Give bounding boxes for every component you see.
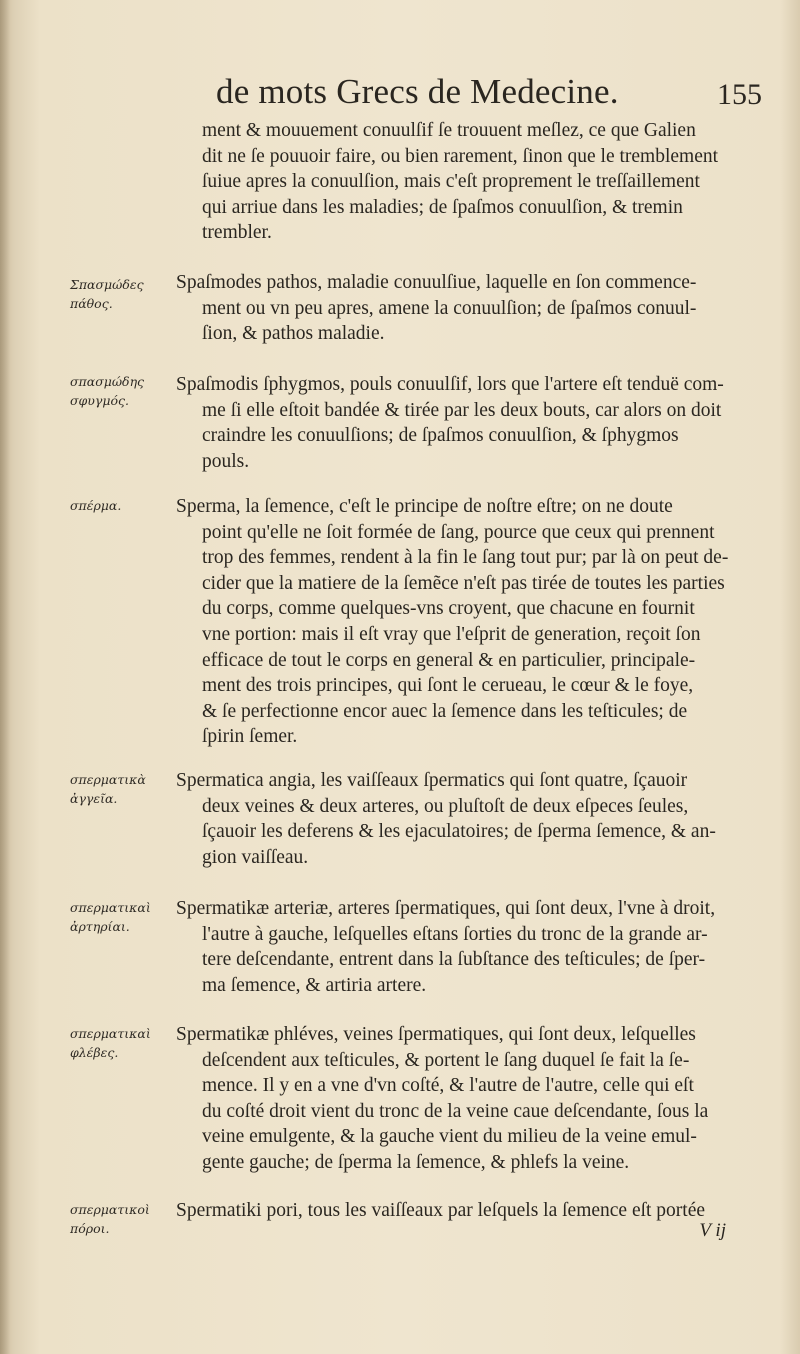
text-line: du corps, comme quelques-vns croyent, que chacune en fournit (202, 598, 695, 620)
text-line: Spermatiki pori, tous les vaiſſeaux par leſquels la ſemence eſt portée (176, 1200, 706, 1221)
page-number: 155 (717, 78, 762, 111)
text-line: l'autre à gauche, leſquelles eſtans ſorties du tronc de la grande ar- (202, 923, 708, 945)
entry-text (176, 494, 756, 750)
text-line: tere deſcendante, entrent dans la ſubſtance des teſticules; de ſper- (202, 949, 706, 971)
text-line: Sperma, la ſemence, c'eſt le principe de noſtre eſtre; on ne doute (176, 496, 673, 517)
greek-term: Σπασμώδες πάθος. (70, 277, 144, 311)
entry-text (176, 270, 756, 347)
text-line: dit ne ſe pouuoir faire, ou bien rarement, ſinon que le tremblement (202, 145, 719, 167)
gutter-shadow (0, 0, 10, 1354)
greek-term: σπερματικαὶ φλέβες. (70, 1026, 151, 1060)
greek-term: σπασμώδης σφυγμός. (70, 374, 145, 408)
text-line: ſion, & pathos maladie. (202, 323, 385, 345)
text-line: ma ſemence, & artiria artere. (202, 974, 427, 996)
text-line: ſpirin ſemer. (202, 726, 298, 748)
text-line: mence. Il y en a vne d'vn coſté, & l'autre de l'autre, celle qui eſt (202, 1075, 694, 1097)
text-line: & ſe perfectionne encor auec la ſemence dans les teſticules; de (202, 700, 688, 722)
greek-term: σπερματικὰ ἀγγεῖα. (70, 772, 146, 806)
text-line: point qu'elle ne ſoit formée de ſang, pource que ceux qui prennent (202, 521, 715, 543)
text-line: efficace de tout le corps en general & en particulier, principale- (202, 649, 696, 671)
text-line: craindre les conuulſions; de ſpaſmos conuulſion, & ſphygmos (202, 425, 679, 447)
text-line: veine emulgente, & la gauche vient du milieu de la veine emul- (202, 1126, 697, 1148)
text-line: pouls. (202, 450, 250, 472)
text-line: Spermatikæ phléves, veines ſpermatiques, qui ſont deux, leſquelles (176, 1024, 696, 1045)
entry-text (176, 1198, 756, 1224)
entry-text (176, 372, 756, 474)
text-line: vne portion: mais il eſt vray que l'eſprit de generation, reçoit ſon (202, 623, 701, 645)
text-line: me ſi elle eſtoit bandée & tirée par les deux bouts, car alors on doit (202, 399, 722, 421)
greek-term: σπέρμα. (70, 498, 122, 513)
text-line: du coſté droit vient du tronc de la veine caue deſcendante, ſous la (202, 1100, 709, 1122)
text-line: cider que la matiere de la ſemẽce n'eſt pas tirée de toutes les parties (202, 572, 725, 594)
text-line: deux veines & deux arteres, ou pluſtoſt de deux eſpeces ſeules, (202, 795, 689, 817)
text-line: gion vaiſſeau. (202, 846, 309, 868)
text-line: ment ou vn peu apres, amene la conuulſion; de ſpaſmos conuul- (202, 297, 697, 319)
page-header (0, 72, 800, 122)
text-line: trop des femmes, rendent à la fin le ſang tout pur; par là on peut de- (202, 547, 729, 569)
text-line: Spaſmodes pathos, maladie conuulſiue, laquelle en ſon commence- (176, 272, 697, 293)
text-line: ment des trois principes, qui ſont le cerueau, le cœur & le foye, (202, 675, 694, 697)
text-line: Spaſmodis ſphygmos, pouls conuulſif, lors que l'artere eſt tenduë com- (176, 374, 724, 395)
running-title: de mots Grecs de Medecine. (216, 72, 619, 111)
greek-term: σπερματικαὶ ἀρτηρίαι. (70, 900, 151, 934)
text-line: trembler. (202, 222, 272, 244)
text-line: deſcendent aux teſticules, & portent le ſang duquel ſe fait la ſe- (202, 1049, 690, 1071)
signature-mark: V ij (699, 1220, 726, 1241)
text-line: Spermatica angia, les vaiſſeaux ſpermatics qui ſont quatre, ſçauoir (176, 770, 688, 791)
entry-text (176, 896, 756, 998)
text-line: gente gauche; de ſperma la ſemence, & phlefs la veine. (202, 1151, 630, 1173)
text-line: ſuiue apres la conuulſion, mais c'eſt proprement le treſſaillement (202, 171, 700, 193)
text-line: ment & mouuement conuulſif ſe trouuent meſlez, ce que Galien (202, 120, 696, 141)
greek-term: σπερματικοὶ πόροι. (70, 1202, 150, 1236)
text-line: Spermatikæ arteriæ, arteres ſpermatiques, qui ſont deux, l'vne à droit, (176, 898, 716, 919)
text-line: ſçauoir les deferens & les ejaculatoires; de ſperma ſemence, & an- (202, 821, 716, 843)
entry-text (176, 768, 756, 870)
entry-text (176, 118, 756, 246)
text-line: qui arriue dans les maladies; de ſpaſmos conuulſion, & tremin (202, 196, 683, 218)
entry-text (176, 1022, 756, 1176)
